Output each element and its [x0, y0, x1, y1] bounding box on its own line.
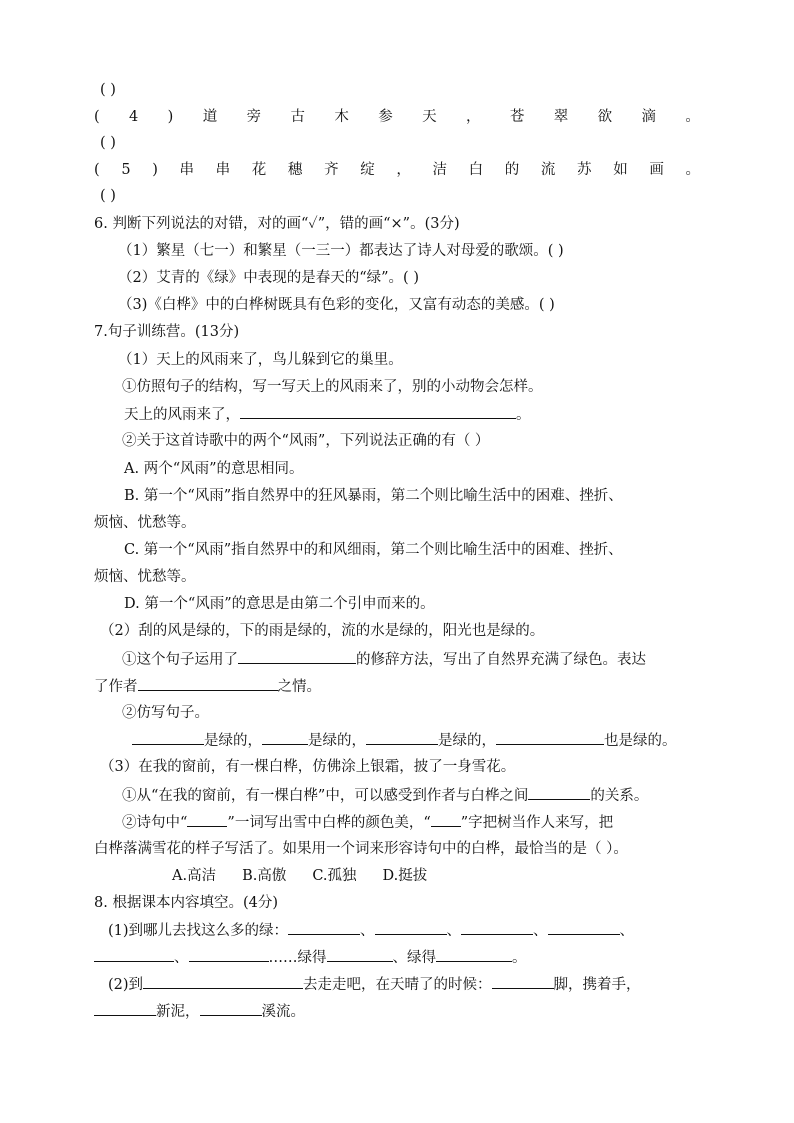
sentence-char: 滴	[641, 109, 656, 125]
sentence-char: ，	[465, 109, 481, 125]
sentence-char: 天	[422, 109, 437, 125]
text: 是绿的，	[308, 733, 366, 749]
sentence-char: 木	[334, 109, 349, 125]
q7-1-option-b-line1: B. 第一个“风雨”指自然界中的狂风暴雨，第二个则比喻生活中的困难、挫折、	[124, 488, 623, 504]
fill-blank[interactable]	[492, 974, 554, 989]
fill-blank[interactable]	[189, 947, 269, 962]
answer-paren[interactable]: ( )	[100, 135, 116, 151]
text: (1)到哪儿去找这么多的绿：	[108, 923, 289, 939]
q7-3-options	[172, 866, 427, 886]
text: 是绿的，	[204, 733, 262, 749]
question-8-title: 8. 根据课本内容填空。(4分)	[94, 895, 278, 911]
fill-blank[interactable]	[496, 730, 604, 745]
fill-blank[interactable]	[240, 404, 516, 419]
q7-1-fill-end: 。	[516, 407, 531, 423]
sentence-char: 画	[649, 162, 664, 178]
text: ……绿得	[268, 950, 327, 966]
sentence-char: ，	[396, 162, 411, 178]
q7-3-line-b2: 白桦落满雪花的样子写活了。如果用一个词来形容诗句中的白桦，最恰当的是（ ）。	[94, 841, 628, 857]
sentence-char: 4	[129, 109, 139, 125]
sentence-char: 串	[215, 162, 231, 178]
fill-blank[interactable]	[143, 974, 303, 989]
sentence-item-5	[94, 160, 700, 180]
sentence-char: 。	[685, 162, 700, 178]
fill-blank[interactable]	[94, 1001, 156, 1016]
fill-blank[interactable]	[528, 785, 590, 800]
text: 、	[533, 923, 548, 939]
fill-blank[interactable]	[288, 920, 360, 935]
fill-blank[interactable]	[200, 1001, 262, 1016]
fill-blank[interactable]	[187, 812, 227, 827]
fill-blank[interactable]	[548, 920, 620, 935]
q7-3-fill-line-a	[122, 785, 648, 806]
sentence-char: (	[94, 162, 100, 178]
text: 去走走吧，在天晴了的时候：	[303, 977, 492, 993]
sentence-char: 苏	[577, 162, 592, 178]
q7-sentence-3: （3）在我的窗前，有一棵白桦，仿佛涂上银霜，披了一身雪花。	[100, 759, 516, 775]
fill-blank[interactable]	[132, 730, 204, 745]
q7-3-fill-line-b	[122, 812, 613, 833]
q8-1-line-2	[94, 947, 527, 968]
sentence-char: 旁	[246, 109, 262, 125]
q7-sentence-1: （1）天上的风雨来了，鸟儿躲到它的巢里。	[118, 352, 403, 368]
q6-statement-3: （3)《白桦》中的白桦树既具有色彩的变化，又富有动态的美感。( )	[118, 297, 555, 313]
sentence-char: 。	[685, 109, 700, 125]
sentence-char: 道	[202, 109, 218, 125]
text: 、	[360, 923, 375, 939]
q7-1-prompt-a: ①仿照句子的结构，写一写天上的风雨来了，别的小动物会怎样。	[122, 379, 543, 395]
sentence-char: 流	[540, 162, 556, 178]
sentence-char: )	[167, 109, 174, 125]
sentence-char: 花	[251, 162, 267, 178]
text: ”一词写出雪中白桦的颜色美，“	[227, 815, 431, 831]
text: 的关系。	[590, 788, 649, 804]
fill-blank[interactable]	[94, 947, 174, 962]
sentence-char: 洁	[432, 162, 447, 178]
q8-2-line-2	[94, 1001, 305, 1022]
q7-2-fill-line-2	[94, 676, 321, 697]
text: ①这个句子运用了	[122, 652, 238, 668]
fill-blank[interactable]	[138, 676, 278, 691]
option-c[interactable]: C.孤独	[312, 868, 357, 884]
text: 、	[446, 923, 462, 939]
option-a[interactable]: A.高洁	[172, 868, 217, 884]
fill-blank[interactable]	[436, 947, 512, 962]
text: 溪流。	[261, 1004, 305, 1020]
fill-blank[interactable]	[375, 920, 447, 935]
sentence-char: )	[152, 162, 158, 178]
q7-2-fill-line-1	[122, 649, 646, 670]
sentence-char: 如	[613, 162, 628, 178]
text: ②诗句中“	[122, 815, 188, 831]
q7-1-prompt-b: ②关于这首诗歌中的两个“风雨”，下列说法正确的有（ ）	[122, 433, 490, 449]
q7-1-option-c-line2: 烦恼、忧愁等。	[94, 569, 196, 585]
answer-paren[interactable]: ( )	[100, 188, 116, 204]
q8-2-line-1	[108, 974, 641, 995]
sentence-char: 欲	[597, 109, 613, 125]
text: ①从“在我的窗前，有一棵白桦”中，可以感受到作者与白桦之间	[122, 788, 529, 804]
text: 。	[512, 950, 527, 966]
fill-blank[interactable]	[262, 730, 308, 745]
text: 的修辞方法，写出了自然界充满了绿色。表达	[356, 652, 646, 668]
q7-sentence-2: （2）刮的风是绿的，下的雨是绿的，流的水是绿的，阳光也是绿的。	[100, 623, 545, 639]
sentence-char: 绽	[360, 162, 375, 178]
sentence-char: 串	[179, 162, 194, 178]
text: (2)到	[108, 977, 144, 993]
sentence-char: 参	[378, 109, 393, 125]
sentence-char: 白	[468, 162, 484, 178]
q7-2-prompt-b: ②仿写句子。	[122, 705, 209, 721]
sentence-char: 穗	[287, 162, 303, 178]
text: 是绿的，	[438, 733, 496, 749]
text: 、	[619, 923, 635, 939]
q7-1-option-d: D. 第一个“风雨”的意思是由第二个引申而来的。	[124, 596, 435, 612]
question-7-title: 7.句子训练营。(13分)	[94, 324, 240, 340]
text: 脚，携着手，	[553, 977, 641, 993]
option-b[interactable]: B.高傲	[242, 868, 287, 884]
fill-blank[interactable]	[238, 649, 356, 664]
answer-paren[interactable]: ( )	[100, 82, 116, 98]
sentence-item-4	[94, 107, 700, 127]
text: 新泥，	[156, 1004, 200, 1020]
text: ”字把树当作人来写，把	[460, 815, 614, 831]
sentence-char: 5	[121, 162, 131, 178]
fill-blank[interactable]	[366, 730, 438, 745]
q7-1-option-b-line2: 烦恼、忧愁等。	[94, 515, 196, 531]
text: 之情。	[277, 679, 321, 695]
sentence-char: 苍	[509, 109, 525, 125]
question-6-title: 6. 判断下列说法的对错，对的画“✓”，错的画“×”。(3分)	[94, 216, 460, 232]
text: 、绿得	[392, 950, 436, 966]
fill-blank[interactable]	[327, 947, 393, 962]
sentence-char: 的	[504, 162, 520, 178]
text: 、	[174, 950, 189, 966]
fill-blank[interactable]	[461, 920, 533, 935]
q7-2-imitate-line	[132, 730, 677, 751]
q7-1-fill-start: 天上的风雨来了，	[124, 407, 240, 423]
option-d[interactable]: D.挺拔	[382, 868, 428, 884]
q7-1-fill-line	[124, 404, 531, 425]
q7-1-option-a: A. 两个“风雨”的意思相同。	[124, 461, 304, 477]
q6-statement-1: （1）繁星（七一）和繁星（一三一）都表达了诗人对母爱的歌颂。( )	[118, 243, 564, 259]
sentence-char: 古	[290, 109, 305, 125]
sentence-char: 翠	[553, 109, 569, 125]
text: 也是绿的。	[604, 733, 677, 749]
sentence-char: (	[94, 109, 100, 125]
q7-1-option-c-line1: C. 第一个“风雨”指自然界中的和风细雨，第二个则比喻生活中的困难、挫折、	[124, 542, 623, 558]
sentence-char: 齐	[324, 162, 339, 178]
fill-blank[interactable]	[431, 812, 461, 827]
q8-1-line-1	[108, 920, 634, 941]
text: 了作者	[94, 679, 138, 695]
q6-statement-2: （2）艾青的《绿》中表现的是春天的“绿”。( )	[118, 270, 419, 286]
